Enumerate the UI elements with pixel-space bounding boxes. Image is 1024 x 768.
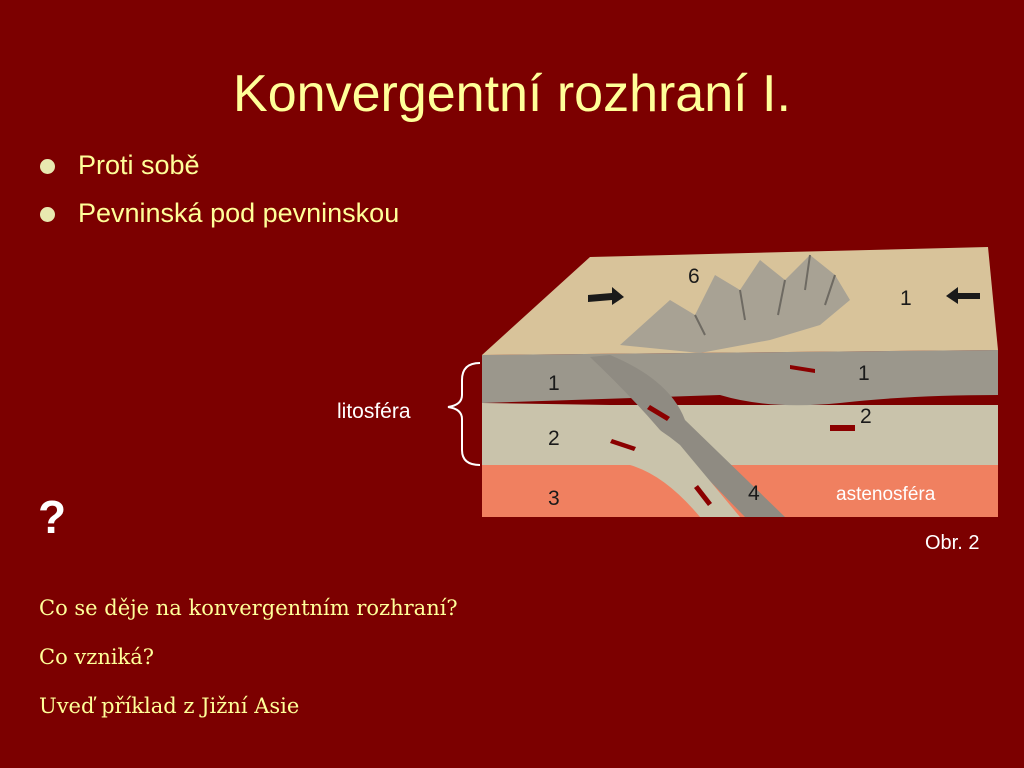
number-1-right: 1 — [858, 362, 870, 385]
number-1-left: 1 — [548, 372, 560, 395]
number-2-right: 2 — [860, 405, 872, 428]
number-2-left: 2 — [548, 427, 560, 450]
slide-title: Konvergentní rozhraní I. — [233, 65, 791, 123]
bullet-text: Proti sobě — [78, 150, 200, 180]
asthenosphere-label: astenosféra — [836, 484, 936, 505]
number-6: 1 — [900, 287, 912, 310]
bullet-dot-icon — [40, 159, 55, 174]
question-1: Co se děje na konvergentním rozhraní? — [39, 596, 458, 620]
figure-caption: Obr. 2 — [925, 532, 980, 554]
question-mark: ? — [38, 491, 67, 543]
question-3: Uveď příklad z Jižní Asie — [39, 694, 300, 718]
bullet-text: Pevninská pod pevninskou — [78, 198, 400, 228]
bullet-item — [40, 198, 399, 228]
number-5: 6 — [688, 265, 700, 288]
lithosphere-label: litosféra — [337, 400, 411, 423]
number-3: 3 — [548, 487, 560, 510]
bullet-dot-icon — [40, 207, 55, 222]
bullet-list — [40, 150, 399, 246]
number-4: 4 — [748, 482, 760, 505]
lithosphere-brace — [448, 363, 480, 465]
bullet-item — [40, 150, 399, 180]
question-2: Co vzniká? — [39, 645, 155, 669]
